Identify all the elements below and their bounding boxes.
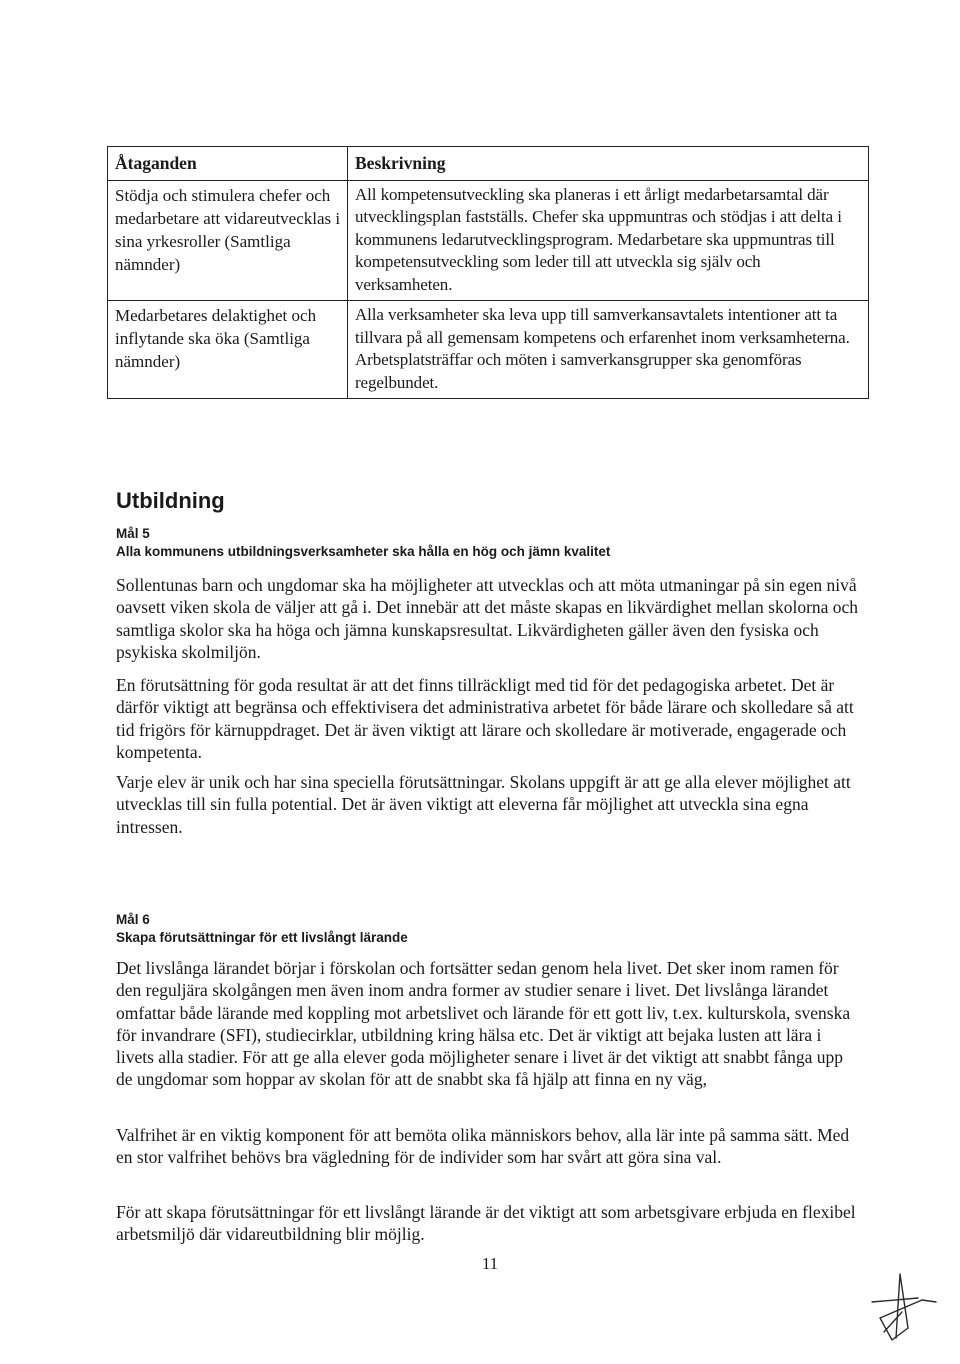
goal-6-title: Skapa förutsättningar för ett livslångt lärande xyxy=(116,930,408,945)
section-title: Utbildning xyxy=(116,488,225,513)
commitments-table xyxy=(107,146,869,399)
commitment-cell: Stödja och stimulera chefer och medarbetare att vidareutvecklas i sina yrkesroller (Samtliga nämnder) xyxy=(108,180,348,301)
description-cell: Alla verksamheter ska leva upp till samverkansavtalets intentioner att ta tillvara på all gemensam kompetens och erfarenhet inom verksamheterna. Arbetsplatsträffar och möten i samverkansgrupper ska genomföras regelbundet. xyxy=(348,301,869,399)
commitment-cell: Medarbetares delaktighet och inflytande ska öka (Samtliga nämnder) xyxy=(108,301,348,399)
description-cell: All kompetensutveckling ska planeras i ett årligt medarbetarsamtal där utvecklingsplan fastställs. Chefer ska uppmuntras och stödjas i att delta i kommunens ledarutvecklingsprogram. Medarbetare ska uppmuntras till kompetensutveckling som leder till att utveckla sig själv och verksamheten. xyxy=(348,180,869,301)
goal-5-paragraph: Varje elev är unik och har sina speciella förutsättningar. Skolans uppgift är att ge alla elever möjlighet att utvecklas till sin fulla potential. Det är även viktigt att eleverna får möjlighet att utveckla sina egna intressen. xyxy=(116,772,851,837)
column-header-commitments: Åtaganden xyxy=(108,147,348,181)
goal-5-heading xyxy=(116,525,610,561)
goal-5-paragraph: En förutsättning för goda resultat är att det finns tillräckligt med tid för det pedagogiska arbetet. Det är därför viktigt att begränsa och effektivisera det administrativa arbetet för både lärare och skolledare så att tid frigörs för kärnuppdraget. Det är även viktigt att lärare och skolledare är motiverade, engagerade och kompetenta. xyxy=(116,675,854,762)
table-row xyxy=(108,180,869,301)
table-row xyxy=(108,301,869,399)
goal-5-paragraph: Sollentunas barn och ungdomar ska ha möjligheter att utvecklas och att möta utmaningar på sin egen nivå oavsett viken skola de väljer att gå i. Det innebär att det måste skapas en likvärdighet mellan skolorna och samtliga skolor ska ha höga och jämna kunskapsresultat. Likvärdigheten gäller även den fysiska och psykiska skolmiljön. xyxy=(116,575,859,662)
goal-6-label: Mål 6 xyxy=(116,912,150,927)
goal-5-title: Alla kommunens utbildningsverksamheter ska hålla en hög och jämn kvalitet xyxy=(116,544,611,559)
goal-6-paragraph: För att skapa förutsättningar för ett livslångt lärande är det viktigt att som arbetsgivare erbjuda en flexibel arbetsmiljö där vidareutbildning blir möjlig. xyxy=(116,1202,856,1245)
goal-6-paragraph: Det livslånga lärandet börjar i förskolan och fortsätter sedan genom hela livet. Det sker inom ramen för den reguljära skolgången men även inom andra former av studier senare i livet. Det livslånga lärandet omfattar både lärande med koppling mot arbetslivet och lärande för ett gott liv, t.ex. kulturskola, svenska för invandrare (SFI), studiecirklar, utbildning kring hälsa etc. Det är viktigt att bejaka lusten att lära i livets alla stadier. För att ge alla elever goda möjligheter senare i livet är det viktigt att snabbt fånga upp de ungdomar som hoppar av skolan för att de snabbt ska få hjälp att finna en ny väg, xyxy=(116,958,851,1090)
column-header-description: Beskrivning xyxy=(348,147,869,181)
signature-icon xyxy=(862,1268,942,1348)
goal-6-paragraph: Valfrihet är en viktig komponent för att bemöta olika människors behov, alla lär inte på samma sätt. Med en stor valfrihet behövs bra vägledning för de individer som har svårt att göra sina val. xyxy=(116,1125,850,1168)
goal-6-heading xyxy=(116,911,408,947)
goal-5-label: Mål 5 xyxy=(116,526,150,541)
page-number: 11 xyxy=(481,1254,499,1273)
table-header-row xyxy=(108,147,869,181)
